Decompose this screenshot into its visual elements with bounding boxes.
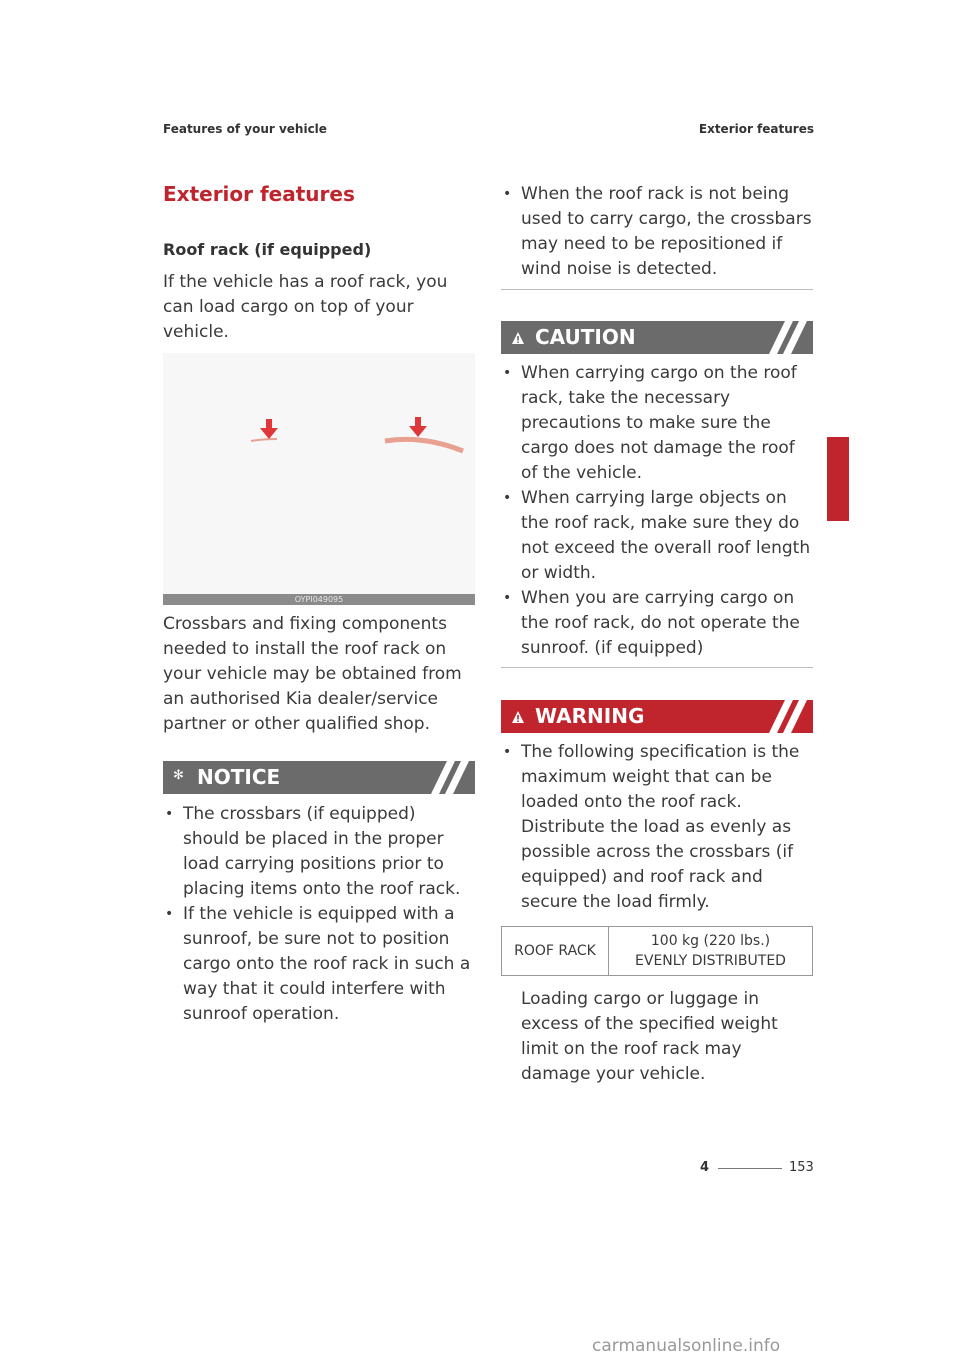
list-item: • When the roof rack is not being used to carry cargo, the crossbars may need to be repositioned if wind noise is detected. bbox=[503, 184, 812, 279]
caution-list bbox=[501, 361, 813, 661]
running-header-left: Features of your vehicle bbox=[163, 122, 327, 136]
figure-code: OYPI049095 bbox=[163, 594, 475, 605]
watermark: carmanualsonline.info bbox=[592, 1336, 781, 1356]
divider bbox=[501, 667, 813, 668]
running-header-right: Exterior features bbox=[698, 122, 814, 136]
caution-label: CAUTION bbox=[535, 325, 636, 349]
banner-stripes bbox=[431, 761, 471, 794]
roof-rack-bullets bbox=[501, 182, 813, 282]
roof-rack-intro: If the vehicle has a roof rack, you can load cargo on top of your vehicle. bbox=[163, 272, 448, 342]
warning-label: WARNING bbox=[535, 704, 645, 728]
list-item: • When you are carrying cargo on the roof rack, do not operate the sunroof. (if equipped) bbox=[503, 588, 800, 658]
roof-rack-figure bbox=[163, 353, 475, 605]
section-title: Exterior features bbox=[163, 182, 355, 206]
list-item: • When carrying large objects on the roof rack, make sure they do not exceed the overall roof length or width. bbox=[503, 488, 811, 583]
warning-triangle-icon bbox=[511, 710, 525, 724]
list-item: • The crossbars (if equipped) should be placed in the proper load carrying positions prior to placing items onto the roof rack. bbox=[165, 804, 461, 899]
banner-stripes bbox=[769, 700, 809, 733]
list-item: • The following specification is the maximum weight that can be loaded onto the roof rack. Distribute the load as evenly as possible across the crossbars (if equipped) and roof rack and secure the load firmly. bbox=[503, 742, 800, 912]
arrow-down-icon-left bbox=[260, 419, 278, 439]
spec-value-distribution: EVENLY DISTRIBUTED bbox=[635, 953, 786, 969]
warning-triangle-icon bbox=[511, 331, 525, 345]
roof-rack-illustration bbox=[163, 353, 475, 594]
warning-after-table: Loading cargo or luggage in excess of the specified weight limit on the roof rack may damage your vehicle. bbox=[521, 989, 778, 1084]
list-item: • When carrying cargo on the roof rack, take the necessary precautions to make sure the cargo does not damage the roof of the vehicle. bbox=[503, 363, 797, 483]
table-row bbox=[502, 927, 813, 976]
banner-stripes bbox=[769, 321, 809, 354]
notice-label: NOTICE bbox=[197, 765, 281, 789]
footer-page-number: 153 bbox=[789, 1160, 814, 1175]
notice-list bbox=[163, 802, 475, 1027]
asterisk-icon: ✻ bbox=[173, 768, 184, 783]
chapter-tab-number: 4 bbox=[838, 502, 850, 522]
list-item: • If the vehicle is equipped with a sunroof, be sure not to position cargo onto the roof rack in such a way that it could interfere with sunroof operation. bbox=[165, 904, 471, 1024]
spec-value bbox=[609, 927, 813, 976]
divider bbox=[501, 289, 813, 290]
footer-chapter: 4 bbox=[700, 1160, 710, 1175]
arrow-down-icon-right bbox=[409, 417, 427, 437]
caution-banner bbox=[501, 321, 813, 354]
roof-rack-title: Roof rack (if equipped) bbox=[163, 240, 372, 259]
spec-value-weight: 100 kg (220 lbs.) bbox=[650, 933, 771, 949]
warning-banner bbox=[501, 700, 813, 733]
roof-rack-sourcing-text: Crossbars and fixing components needed to install the roof rack on your vehicle may be obtained from an authorised Kia dealer/service partner or other qualified shop. bbox=[163, 614, 462, 734]
warning-list bbox=[501, 740, 813, 915]
roof-rack-spec-table bbox=[501, 926, 813, 976]
spec-label: ROOF RACK bbox=[502, 927, 609, 976]
notice-banner bbox=[163, 761, 475, 794]
footer-divider bbox=[718, 1168, 782, 1169]
